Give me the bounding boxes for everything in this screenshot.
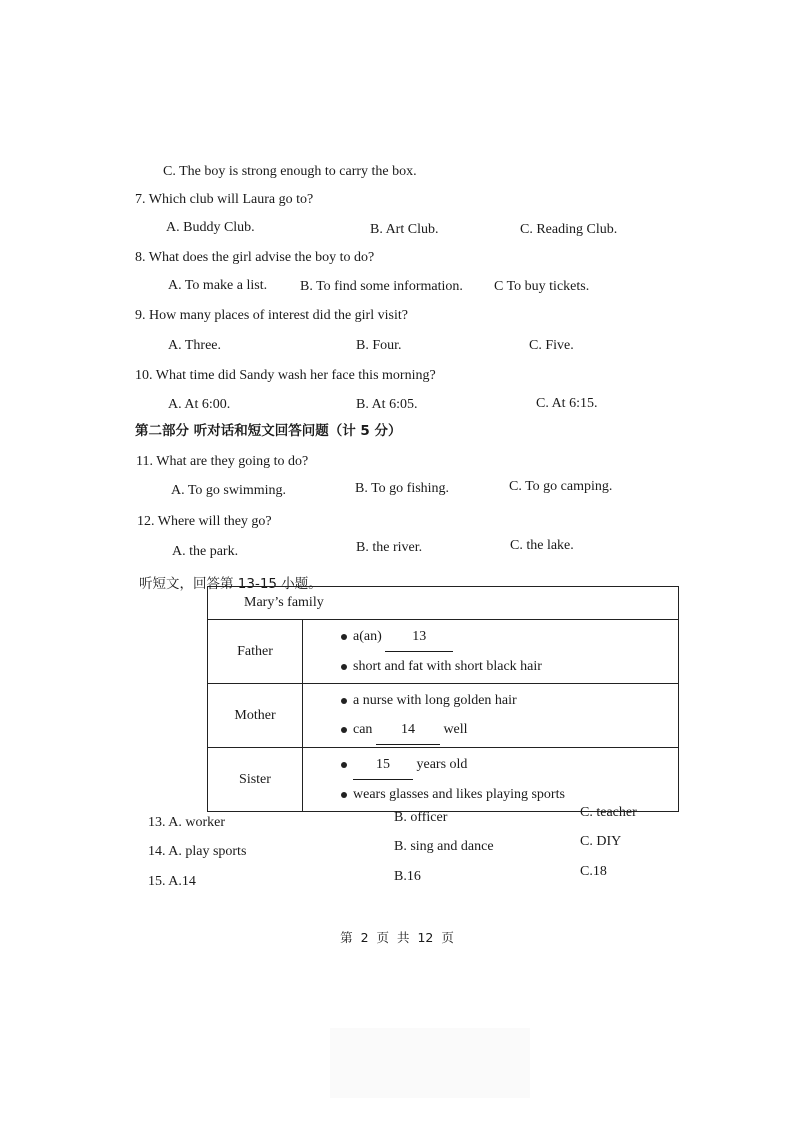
option-c: C.18 xyxy=(580,864,607,879)
option-a: A. At 6:00. xyxy=(168,397,231,412)
table-row xyxy=(208,620,679,684)
option-c: C. DIY xyxy=(580,834,622,849)
option-c: C. At 6:15. xyxy=(536,396,598,411)
question-stem: 7. Which club will Laura go to? xyxy=(135,192,314,207)
question-stem: 8. What does the girl advise the boy to do? xyxy=(135,250,375,265)
question-stem: 9. How many places of interest did the girl visit? xyxy=(135,308,408,323)
scan-smudge xyxy=(330,1028,530,1098)
bullet-line: can 14 well xyxy=(341,715,678,745)
table-title: Mary’s family xyxy=(208,587,679,620)
option-c: C. Reading Club. xyxy=(520,222,618,237)
option-c: C. the lake. xyxy=(510,538,574,553)
table-row xyxy=(208,684,679,748)
option-a: 15. A.14 xyxy=(148,874,196,889)
option-c: C. Five. xyxy=(529,338,574,353)
option-b: B. Art Club. xyxy=(370,222,439,237)
option-a: A. To make a list. xyxy=(168,278,268,293)
bullet-icon xyxy=(341,698,347,704)
member-label: Sister xyxy=(208,748,303,812)
option-b: B. To go fishing. xyxy=(355,481,450,496)
option-a: 13. A. worker xyxy=(148,815,225,830)
option-b: B. Four. xyxy=(356,338,402,353)
option-a: A. Three. xyxy=(168,338,221,353)
option-b: B. the river. xyxy=(356,540,423,555)
bullet-line: a(an) 13 xyxy=(341,622,678,652)
member-label: Mother xyxy=(208,684,303,748)
option-a: A. Buddy Club. xyxy=(166,220,255,235)
option-b: B. To find some information. xyxy=(300,279,463,294)
bullet-icon xyxy=(341,762,347,768)
bullet-icon xyxy=(341,727,347,733)
passage-instruction: 听短文，回答第 13-15 小题。 xyxy=(139,576,322,592)
bullet-icon xyxy=(341,664,347,670)
table-row xyxy=(208,748,679,812)
bullet-icon xyxy=(341,634,347,640)
member-label: Father xyxy=(208,620,303,684)
option-c: C To buy tickets. xyxy=(494,279,590,294)
family-table xyxy=(207,586,679,812)
page-footer: 第 2 页 共 12 页 xyxy=(340,930,454,945)
option-b: B.16 xyxy=(394,869,421,884)
bullet-line: 15 years old xyxy=(341,750,678,780)
bullet-line: wears glasses and likes playing sports xyxy=(341,780,678,809)
option-b: B. officer xyxy=(394,810,448,825)
answer-blank: 15 xyxy=(353,750,413,780)
question-stem: 10. What time did Sandy wash her face this morning? xyxy=(135,368,436,383)
question-stem: 11. What are they going to do? xyxy=(136,454,309,469)
table-header-row xyxy=(208,587,679,620)
option-b: B. At 6:05. xyxy=(356,397,418,412)
option-a: 14. A. play sports xyxy=(148,844,247,859)
option-a: A. the park. xyxy=(172,544,239,559)
option-c: C. teacher xyxy=(580,805,637,820)
answer-blank: 13 xyxy=(385,622,453,652)
part2-heading: 第二部分 听对话和短文回答问题（计 5 分） xyxy=(135,423,402,439)
option-b: B. sing and dance xyxy=(394,839,494,854)
q6-option-c: C. The boy is strong enough to carry the box. xyxy=(163,164,417,179)
bullet-line: a nurse with long golden hair xyxy=(341,686,678,715)
bullet-icon xyxy=(341,792,347,798)
bullet-line: short and fat with short black hair xyxy=(341,652,678,681)
option-c: C. To go camping. xyxy=(509,479,613,494)
question-stem: 12. Where will they go? xyxy=(137,514,272,529)
option-a: A. To go swimming. xyxy=(171,483,287,498)
answer-blank: 14 xyxy=(376,715,440,745)
